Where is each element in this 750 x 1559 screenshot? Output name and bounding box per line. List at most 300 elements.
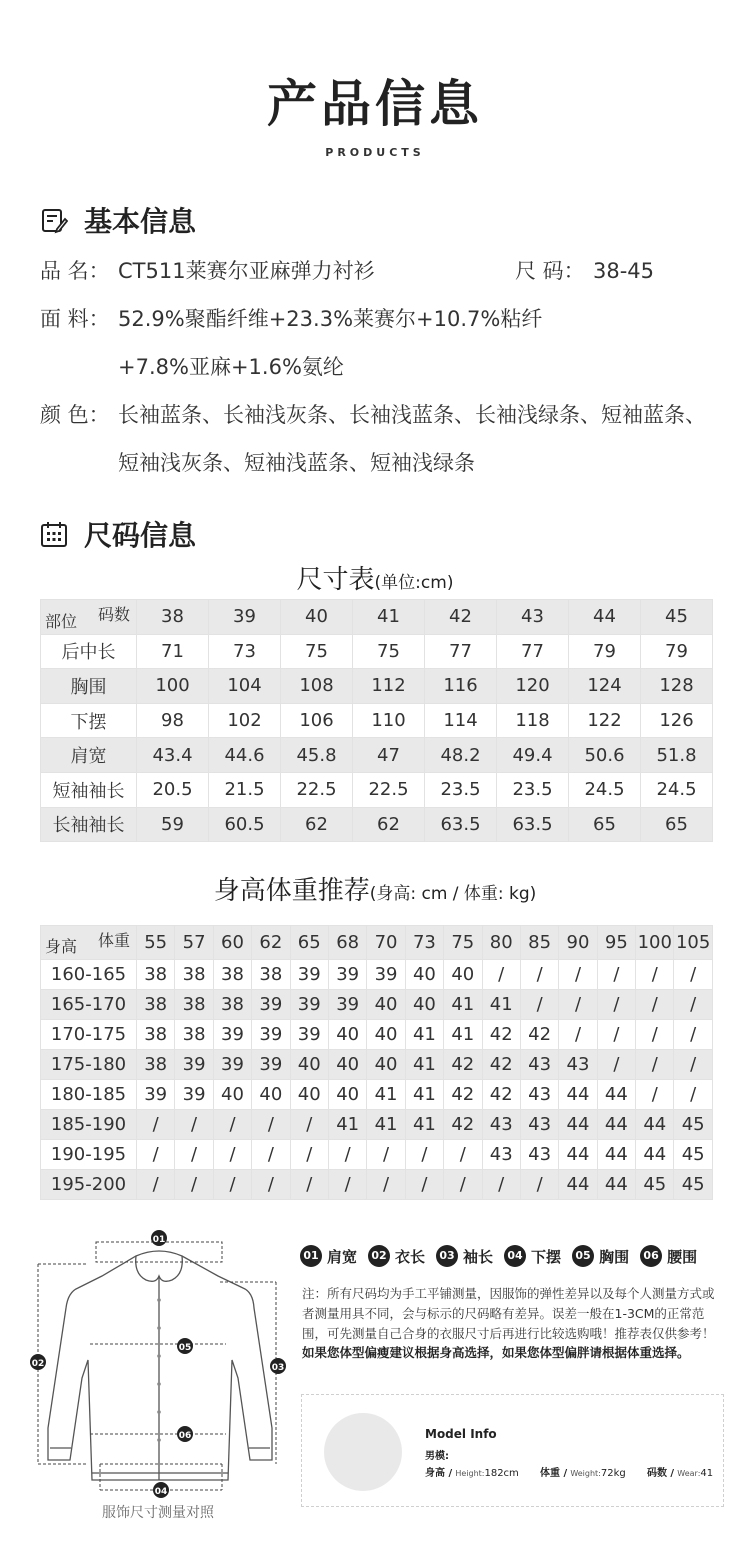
size-cell: 108 [281, 669, 353, 704]
size-cell: 63.5 [425, 807, 497, 842]
svg-text:04: 04 [154, 1487, 168, 1497]
recommend-cell: 44 [597, 1170, 635, 1200]
recommend-table-row [41, 960, 713, 990]
color-value-continued: 短袖浅灰条、短袖浅蓝条、短袖浅绿条 [118, 451, 475, 475]
legend-number-badge: 06 [640, 1245, 662, 1267]
recommend-cell: 41 [405, 1020, 443, 1050]
size-table-row [41, 703, 713, 738]
model-info-title: Model Info [425, 1427, 497, 1441]
size-cell: 22.5 [353, 772, 425, 807]
recommend-cell: 42 [482, 1050, 520, 1080]
legend-number-badge: 01 [300, 1245, 322, 1267]
recommend-cell: / [137, 1170, 175, 1200]
recommend-cell: 42 [444, 1080, 482, 1110]
model-stats [425, 1464, 713, 1479]
recommend-cell: 45 [636, 1170, 674, 1200]
model-avatar [324, 1413, 402, 1491]
recommend-cell: 44 [559, 1140, 597, 1170]
recommend-cell: / [213, 1140, 251, 1170]
color-label: 颜 色： [40, 403, 110, 427]
recommend-table-row [41, 1050, 713, 1080]
recommend-cell: / [328, 1140, 366, 1170]
size-row-label: 短袖袖长 [41, 772, 137, 807]
model-height-en: Height: [455, 1469, 485, 1478]
size-cell: 44.6 [209, 738, 281, 773]
recommend-corner [41, 926, 137, 960]
recommend-cell: 38 [175, 990, 213, 1020]
info-row-fabric [40, 303, 542, 333]
size-cell: 65 [569, 807, 641, 842]
page-subtitle: PRODUCTS [325, 146, 425, 159]
size-cell: 79 [641, 634, 713, 669]
recommend-cell: / [290, 1140, 328, 1170]
size-table-row [41, 634, 713, 669]
size-header-cell: 42 [425, 600, 497, 635]
size-cell: 63.5 [497, 807, 569, 842]
size-table-row [41, 807, 713, 842]
size-cell: 24.5 [641, 772, 713, 807]
recommend-cell: / [559, 960, 597, 990]
svg-text:06: 06 [178, 1431, 192, 1441]
height-row-label: 185-190 [41, 1110, 137, 1140]
recommend-cell: 41 [444, 1020, 482, 1050]
basic-info-heading [40, 200, 196, 240]
document-edit-icon [40, 206, 68, 234]
recommend-cell: 40 [367, 1050, 405, 1080]
height-row-label: 195-200 [41, 1170, 137, 1200]
recommend-cell: 39 [290, 1020, 328, 1050]
height-row-label: 175-180 [41, 1050, 137, 1080]
legend-label: 胸围 [599, 1247, 630, 1266]
model-weight-en: Weight: [570, 1469, 601, 1478]
recommend-cell: / [559, 990, 597, 1020]
weight-header-cell: 55 [137, 926, 175, 960]
recommend-cell: / [175, 1110, 213, 1140]
height-row-label: 170-175 [41, 1020, 137, 1050]
recommend-cell: 40 [328, 1050, 366, 1080]
size-table-header-row [41, 600, 713, 635]
recommend-cell: 40 [252, 1080, 290, 1110]
size-row-label: 胸围 [41, 669, 137, 704]
recommend-cell: 39 [290, 990, 328, 1020]
recommend-cell: / [290, 1110, 328, 1140]
recommend-cell: 38 [137, 960, 175, 990]
size-table-row [41, 772, 713, 807]
size-cell: 104 [209, 669, 281, 704]
recommend-cell: / [213, 1110, 251, 1140]
recommend-cell: / [444, 1170, 482, 1200]
recommend-cell: 40 [367, 990, 405, 1020]
recommend-cell: 44 [597, 1110, 635, 1140]
size-cell: 75 [353, 634, 425, 669]
recommend-cell: 44 [636, 1140, 674, 1170]
size-cell: 71 [137, 634, 209, 669]
size-info-heading [40, 514, 196, 554]
recommend-cell: / [597, 1020, 635, 1050]
recommend-cell: 41 [367, 1080, 405, 1110]
size-table-title [0, 559, 750, 596]
size-cell: 62 [353, 807, 425, 842]
recommend-cell: / [674, 1020, 712, 1050]
size-cell: 122 [569, 703, 641, 738]
model-gender: 男模: [425, 1451, 449, 1462]
recommend-cell: 45 [674, 1170, 712, 1200]
model-weight-value: 72kg [600, 1468, 626, 1479]
recommend-cell: 45 [674, 1140, 712, 1170]
legend-label: 腰围 [667, 1247, 698, 1266]
legend-label: 肩宽 [327, 1247, 358, 1266]
recommend-cell: / [252, 1110, 290, 1140]
recommend-cell: 42 [482, 1080, 520, 1110]
recommend-cell: / [674, 990, 712, 1020]
recommend-cell: 40 [405, 960, 443, 990]
size-header-cell: 41 [353, 600, 425, 635]
recommend-cell: 41 [405, 1080, 443, 1110]
size-cell: 110 [353, 703, 425, 738]
recommend-cell: 39 [175, 1050, 213, 1080]
size-cell: 47 [353, 738, 425, 773]
recommend-cell: / [482, 960, 520, 990]
weight-header-cell: 75 [444, 926, 482, 960]
size-cell: 79 [569, 634, 641, 669]
weight-header-cell: 57 [175, 926, 213, 960]
weight-header-cell: 90 [559, 926, 597, 960]
svg-text:01: 01 [152, 1235, 166, 1245]
recommend-header-row [41, 926, 713, 960]
recommend-cell: 40 [405, 990, 443, 1020]
recommend-cell: / [444, 1140, 482, 1170]
recommend-cell: / [213, 1170, 251, 1200]
recommend-table-row [41, 1170, 713, 1200]
size-header-cell: 39 [209, 600, 281, 635]
recommend-unit: (身高: cm / 体重: kg) [369, 884, 537, 904]
recommend-cell: 38 [137, 990, 175, 1020]
size-cell: 45.8 [281, 738, 353, 773]
recommend-cell: 43 [559, 1050, 597, 1080]
corner-height-label: 身高 [45, 937, 78, 956]
size-cell: 60.5 [209, 807, 281, 842]
recommend-cell: / [137, 1110, 175, 1140]
model-info-box [301, 1394, 724, 1507]
size-cell: 77 [497, 634, 569, 669]
recommend-cell: 39 [213, 1020, 251, 1050]
recommend-cell: / [137, 1140, 175, 1170]
recommend-cell: 44 [597, 1080, 635, 1110]
recommend-cell: 40 [328, 1020, 366, 1050]
weight-header-cell: 62 [252, 926, 290, 960]
size-cell: 77 [425, 634, 497, 669]
recommend-title-text: 身高体重推荐 [213, 876, 370, 906]
recommend-cell: 39 [213, 1050, 251, 1080]
recommend-cell: 44 [597, 1140, 635, 1170]
size-cell: 65 [641, 807, 713, 842]
recommend-cell: 44 [636, 1110, 674, 1140]
recommend-cell: 39 [290, 960, 328, 990]
recommend-cell: 40 [213, 1080, 251, 1110]
recommend-title [0, 870, 750, 907]
recommend-cell: 40 [290, 1050, 328, 1080]
recommend-cell: / [405, 1140, 443, 1170]
size-cell: 98 [137, 703, 209, 738]
recommend-cell: 41 [444, 990, 482, 1020]
recommend-cell: 38 [213, 990, 251, 1020]
svg-text:03: 03 [271, 1363, 285, 1373]
note-bold-text: 如果您体型偏瘦建议根据身高选择，如果您体型偏胖请根据体重选择。 [302, 1345, 690, 1361]
legend-item [368, 1245, 425, 1267]
legend-item [300, 1245, 357, 1267]
recommend-cell: 42 [444, 1050, 482, 1080]
size-header-cell: 45 [641, 600, 713, 635]
diagram-caption: 服饰尺寸测量对照 [102, 1505, 214, 1521]
recommend-cell: / [636, 990, 674, 1020]
note-text: 注：所有尺码均为手工平铺测量，因服饰的弹性差异以及每个人测量方式或者测量用具不同，会与标示的尺码略有差异。误差一般在1-3CM的正常范围，可先测量自己合身的衣服尺寸后再进行比较选购哦！推荐表仅供参考！ [302, 1286, 715, 1341]
recommend-cell: / [597, 960, 635, 990]
recommend-cell: 38 [213, 960, 251, 990]
recommend-cell: 41 [482, 990, 520, 1020]
size-cell: 43.4 [137, 738, 209, 773]
size-table-title-text: 尺寸表 [296, 565, 375, 595]
size-cell: 22.5 [281, 772, 353, 807]
size-cell: 106 [281, 703, 353, 738]
recommend-cell: 43 [482, 1110, 520, 1140]
recommend-cell: 39 [328, 990, 366, 1020]
recommend-cell: / [597, 1050, 635, 1080]
recommend-cell: / [520, 990, 558, 1020]
page-title: 产品信息 [267, 75, 483, 133]
recommend-cell: / [405, 1170, 443, 1200]
recommend-cell: 39 [252, 1020, 290, 1050]
recommend-cell: / [367, 1140, 405, 1170]
size-cell: 120 [497, 669, 569, 704]
name-value: CT511莱赛尔亚麻弹力衬衫 [118, 259, 375, 283]
recommend-cell: 38 [137, 1050, 175, 1080]
size-cell: 21.5 [209, 772, 281, 807]
recommend-cell: / [674, 1080, 712, 1110]
recommend-cell: 43 [482, 1140, 520, 1170]
size-table-row [41, 738, 713, 773]
legend-label: 下摆 [531, 1247, 562, 1266]
corner-size-label: 码数 [97, 605, 130, 624]
size-info-title: 尺码信息 [84, 519, 197, 552]
size-cell: 59 [137, 807, 209, 842]
recommend-cell: 43 [520, 1140, 558, 1170]
legend-number-badge: 04 [504, 1245, 526, 1267]
size-cell: 75 [281, 634, 353, 669]
recommend-cell: 38 [175, 1020, 213, 1050]
weight-header-cell: 95 [597, 926, 635, 960]
recommend-cell: 40 [290, 1080, 328, 1110]
recommend-cell: 42 [482, 1020, 520, 1050]
recommend-table-row [41, 1140, 713, 1170]
recommend-cell: 39 [328, 960, 366, 990]
size-cell: 112 [353, 669, 425, 704]
recommend-cell: 38 [137, 1020, 175, 1050]
size-cell: 124 [569, 669, 641, 704]
legend-item [572, 1245, 629, 1267]
size-table-unit: (单位:cm) [374, 573, 454, 593]
recommend-cell: 41 [405, 1050, 443, 1080]
size-table [40, 599, 713, 842]
weight-header-cell: 85 [520, 926, 558, 960]
info-row-size [515, 255, 654, 285]
recommend-cell: / [290, 1170, 328, 1200]
recommend-table-row [41, 1020, 713, 1050]
recommend-cell: / [175, 1170, 213, 1200]
measurement-note [302, 1284, 726, 1363]
size-row-label: 下摆 [41, 703, 137, 738]
page-header [0, 72, 750, 159]
recommend-cell: 41 [367, 1110, 405, 1140]
recommend-cell: 40 [328, 1080, 366, 1110]
size-cell: 100 [137, 669, 209, 704]
recommend-cell: 38 [175, 960, 213, 990]
model-size-en: Wear: [677, 1469, 701, 1478]
recommend-cell: / [520, 1170, 558, 1200]
model-height-value: 182cm [484, 1468, 519, 1479]
recommend-cell: / [175, 1140, 213, 1170]
recommend-cell: / [252, 1140, 290, 1170]
size-label: 尺 码： [515, 259, 585, 283]
legend-item [640, 1245, 697, 1267]
size-cell: 62 [281, 807, 353, 842]
weight-header-cell: 73 [405, 926, 443, 960]
model-height-key: 身高 / [425, 1468, 453, 1479]
legend-number-badge: 02 [368, 1245, 390, 1267]
corner-part-label: 部位 [45, 611, 78, 631]
size-cell: 114 [425, 703, 497, 738]
height-row-label: 190-195 [41, 1140, 137, 1170]
weight-header-cell: 80 [482, 926, 520, 960]
recommend-cell: 40 [367, 1020, 405, 1050]
size-cell: 73 [209, 634, 281, 669]
weight-header-cell: 70 [367, 926, 405, 960]
recommend-cell: 39 [367, 960, 405, 990]
recommend-table-row [41, 1080, 713, 1110]
recommend-cell: / [482, 1170, 520, 1200]
weight-header-cell: 65 [290, 926, 328, 960]
recommend-cell: 39 [252, 1050, 290, 1080]
size-value: 38-45 [593, 259, 655, 283]
recommend-cell: / [328, 1170, 366, 1200]
recommend-cell: / [252, 1170, 290, 1200]
size-header-cell: 38 [137, 600, 209, 635]
recommend-cell: 43 [520, 1110, 558, 1140]
recommend-cell: 42 [444, 1110, 482, 1140]
recommend-cell: 42 [520, 1020, 558, 1050]
size-cell: 102 [209, 703, 281, 738]
recommend-cell: 45 [674, 1110, 712, 1140]
size-header-cell: 40 [281, 600, 353, 635]
recommend-cell: / [636, 960, 674, 990]
size-table-row [41, 669, 713, 704]
corner-weight-label: 体重 [97, 931, 130, 950]
size-cell: 128 [641, 669, 713, 704]
size-table-corner [41, 600, 137, 635]
recommend-cell: 44 [559, 1170, 597, 1200]
info-row-name [40, 255, 375, 285]
weight-header-cell: 100 [636, 926, 674, 960]
recommend-cell: / [674, 1050, 712, 1080]
weight-header-cell: 68 [328, 926, 366, 960]
size-cell: 24.5 [569, 772, 641, 807]
recommend-cell: 43 [520, 1050, 558, 1080]
recommend-table [40, 925, 713, 1200]
recommend-cell: 40 [444, 960, 482, 990]
size-cell: 49.4 [497, 738, 569, 773]
color-value: 长袖蓝条、长袖浅灰条、长袖浅蓝条、长袖浅绿条、短袖蓝条、 [118, 403, 706, 427]
size-row-label: 后中长 [41, 634, 137, 669]
recommend-cell: 43 [520, 1080, 558, 1110]
height-row-label: 165-170 [41, 990, 137, 1020]
calendar-icon [40, 520, 68, 548]
legend-item [436, 1245, 493, 1267]
size-cell: 118 [497, 703, 569, 738]
fabric-value-continued: +7.8%亚麻+1.6%氨纶 [118, 355, 344, 379]
weight-header-cell: 60 [213, 926, 251, 960]
recommend-cell: 39 [175, 1080, 213, 1110]
size-cell: 20.5 [137, 772, 209, 807]
fabric-value: 52.9%聚酯纤维+23.3%莱赛尔+10.7%粘纤 [118, 307, 543, 331]
shirt-measurement-diagram [28, 1228, 290, 1518]
size-cell: 50.6 [569, 738, 641, 773]
recommend-cell: / [674, 960, 712, 990]
legend-item [504, 1245, 561, 1267]
weight-header-cell: 105 [674, 926, 712, 960]
height-row-label: 180-185 [41, 1080, 137, 1110]
name-label: 品 名： [40, 259, 110, 283]
size-header-cell: 43 [497, 600, 569, 635]
size-cell: 23.5 [497, 772, 569, 807]
recommend-cell: 41 [405, 1110, 443, 1140]
size-row-label: 肩宽 [41, 738, 137, 773]
recommend-cell: / [559, 1020, 597, 1050]
legend-label: 袖长 [463, 1247, 494, 1266]
recommend-table-row [41, 990, 713, 1020]
info-row-color [40, 399, 706, 429]
recommend-cell: 38 [252, 960, 290, 990]
recommend-cell: 44 [559, 1080, 597, 1110]
legend-label: 衣长 [395, 1247, 426, 1266]
height-row-label: 160-165 [41, 960, 137, 990]
recommend-cell: 39 [252, 990, 290, 1020]
size-cell: 126 [641, 703, 713, 738]
legend-number-badge: 05 [572, 1245, 594, 1267]
svg-text:05: 05 [178, 1343, 192, 1353]
recommend-cell: 44 [559, 1110, 597, 1140]
recommend-table-row [41, 1110, 713, 1140]
recommend-cell: / [636, 1020, 674, 1050]
size-cell: 51.8 [641, 738, 713, 773]
size-row-label: 长袖袖长 [41, 807, 137, 842]
svg-text:02: 02 [31, 1359, 45, 1369]
recommend-cell: / [597, 990, 635, 1020]
size-header-cell: 44 [569, 600, 641, 635]
recommend-cell: 41 [328, 1110, 366, 1140]
recommend-cell: / [520, 960, 558, 990]
model-size-value: 41 [700, 1468, 714, 1479]
size-cell: 48.2 [425, 738, 497, 773]
size-cell: 116 [425, 669, 497, 704]
measurement-legend [300, 1245, 708, 1267]
recommend-cell: 39 [137, 1080, 175, 1110]
recommend-cell: / [636, 1080, 674, 1110]
recommend-cell: / [367, 1170, 405, 1200]
recommend-cell: / [636, 1050, 674, 1080]
size-cell: 23.5 [425, 772, 497, 807]
legend-number-badge: 03 [436, 1245, 458, 1267]
model-size-key: 码数 / [646, 1468, 675, 1479]
basic-info-title: 基本信息 [84, 205, 197, 238]
